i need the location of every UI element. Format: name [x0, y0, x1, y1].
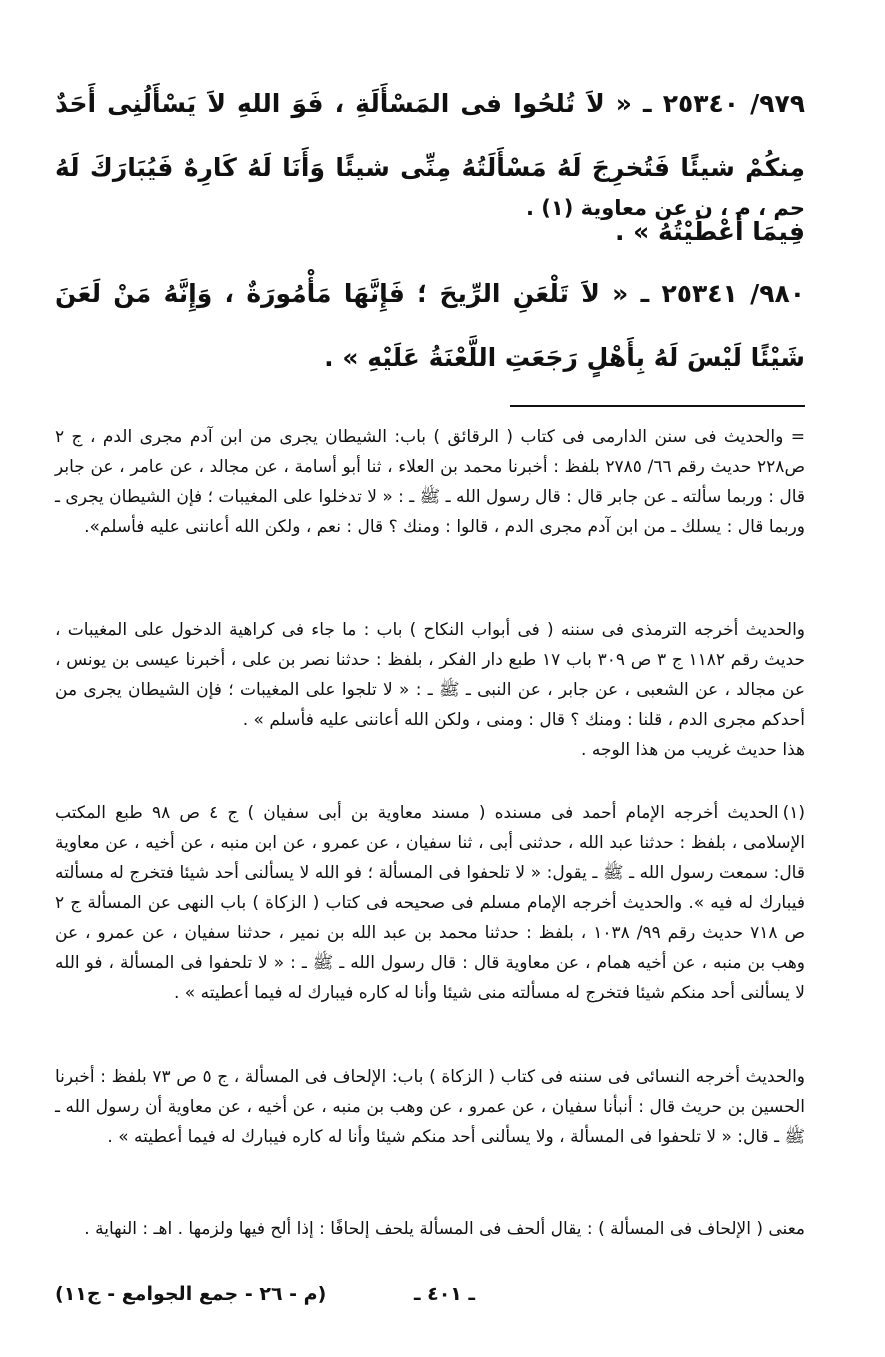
footnote-tirmidhi-note: هذا حديث غريب من هذا الوجه . — [581, 740, 805, 760]
footnote-darimi: = والحديث فى سنن الدارمى فى كتاب ( الرقائق ) باب: الشيطان يجرى من ابن آدم مجرى الدم ، ج ٢ ص٢٢٨ حديث رقم ٦٦/ ٢٧٨٥ بلفظ : أخبرنا محمد بن العلاء ، ثنا أبو أسامة ، عن مجالد ، عن عامر ، عن جابر قال : وربما سألته ـ عن جابر قال : قال رسول الله ـ ﷺ ـ : « لا تدخلوا على المغيبات ؛ فإن الشيطان يجرى ـ وربما قال : يسلك ـ من ابن آدم مجرى الدم ، قالوا : ومنك ؟ قال : نعم ، ولكن الله أعاننى عليه فأسلم». — [55, 427, 806, 537]
footnote-1 — [55, 798, 805, 1008]
document-page — [55, 0, 805, 1357]
hadith-980: ٩٨٠/ ٢٥٣٤١ ـ « لاَ تَلْعَنِ الرِّيحَ ؛ فَإِنَّهَا مَأْمُورَةٌ ، وَإِنَّهُ مَنْ لَعَنَ شَيْئًا لَيْسَ لَهُ بِأَهْلٍ رَجَعَتِ اللَّعْنَةُ عَلَيْهِ » . — [55, 279, 805, 372]
footnote-divider — [510, 405, 805, 407]
footnote-nasai: والحديث أخرجه النسائى فى سننه فى كتاب ( الزكاة ) باب: الإلحاف فى المسألة ، ج ٥ ص ٧٣ بلفظ : أخبرنا الحسين بن حريث قال : أنبأنا سفيان ، عن عمرو ، عن وهب بن منبه ، عن أخيه ، عن معاوية أن رسول الله ـ ﷺ ـ قال: « لا تلحفوا فى المسألة ، ولا يسألنى أحد منكم شيئا وأنا له كاره فيبارك له فيما أعطيته » . — [55, 1067, 805, 1147]
hadith-979-source: حم ، م ، ن عن معاوية (١) . — [525, 196, 805, 220]
footnote-1-text: الحديث أخرجه الإمام أحمد فى مسنده ( مسند معاوية بن أبى سفيان ) ج ٤ ص ٩٨ طبع المكتب الإسلامى ، بلفظ : حدثنا عبد الله ، حدثنى أبى ، ثنا سفيان ، عن عمرو ، عن ابن منبه ، عن أخيه ، عن معاوية قال: سمعت رسول الله ـ ﷺ ـ يقول: « لا تلحفوا فى المسألة ؛ فو الله لا يسألنى أحد شيئا فتخرج له مسألته فيبارك له فيه ». والحديث أخرجه الإمام مسلم فى صحيحه فى كتاب ( الزكاة ) باب النهى عن المسألة ج ٢ ص ٧١٨ حديث رقم ٩٩/ ١٠٣٨ ، بلفظ : حدثنا محمد بن عبد الله بن نمير ، حدثنا سفيان ، عن عمرو ، عن وهب بن منبه ، عن أخيه همام ، عن معاوية قال : قال رسول الله ـ ﷺ ـ : « لا تلحفوا فى المسألة ، فو الله لا يسألنى أحد منكم شيئا فتخرج له مسألته منى شيئا وأنا له كاره فيبارك له فيما أعطيته » . — [55, 803, 806, 1003]
page-number: ـ ٤٠١ ـ — [413, 1283, 475, 1305]
hadith-979: ٩٧٩/ ٢٥٣٤٠ ـ « لاَ تُلحُوا فى المَسْأَلَةِ ، فَوَ اللهِ لاَ يَسْأَلُنِى أَحَدٌ مِنكُمْ شيئًا فَتُخرِجَ لَهُ مَسْأَلَتُهُ مِنِّى شيئًا وَأَنَا لَهُ كَارِهٌ فَيُبَارَكَ لَهُ فِيمَا أَعْطَيْتُهُ » . — [55, 89, 805, 246]
footnote-meaning: معنى ( الإلحاف فى المسألة ) : يقال ألحف فى المسألة يلحف إلحافًا : إذا ألح فيها ولزمها . اهـ : النهاية . — [84, 1219, 805, 1239]
footnote-tirmidhi-text: والحديث أخرجه الترمذى فى سننه ( فى أبواب النكاح ) باب : ما جاء فى كراهية الدخول على المغيبات ، حديث رقم ١١٨٢ ج ٣ ص ٣٠٩ باب ١٧ طبع دار الفكر ، بلفظ : حدثنا نصر بن على ، أخبرنا عيسى بن يونس ، عن مجالد ، عن الشعبى ، عن جابر ، عن النبى ـ ﷺ ـ : « لا تلجوا على المغيبات ؛ فإن الشيطان يجرى من أحدكم مجرى الدم ، قلنا : ومنك ؟ قال : ومنى ، ولكن الله أعاننى عليه فأسلم » . — [55, 620, 805, 730]
signature-mark: (م - ٢٦ - جمع الجوامع - ج١١) — [55, 1283, 327, 1305]
footnote-number: (١) — [782, 803, 805, 823]
footnote-tirmidhi — [55, 615, 805, 765]
